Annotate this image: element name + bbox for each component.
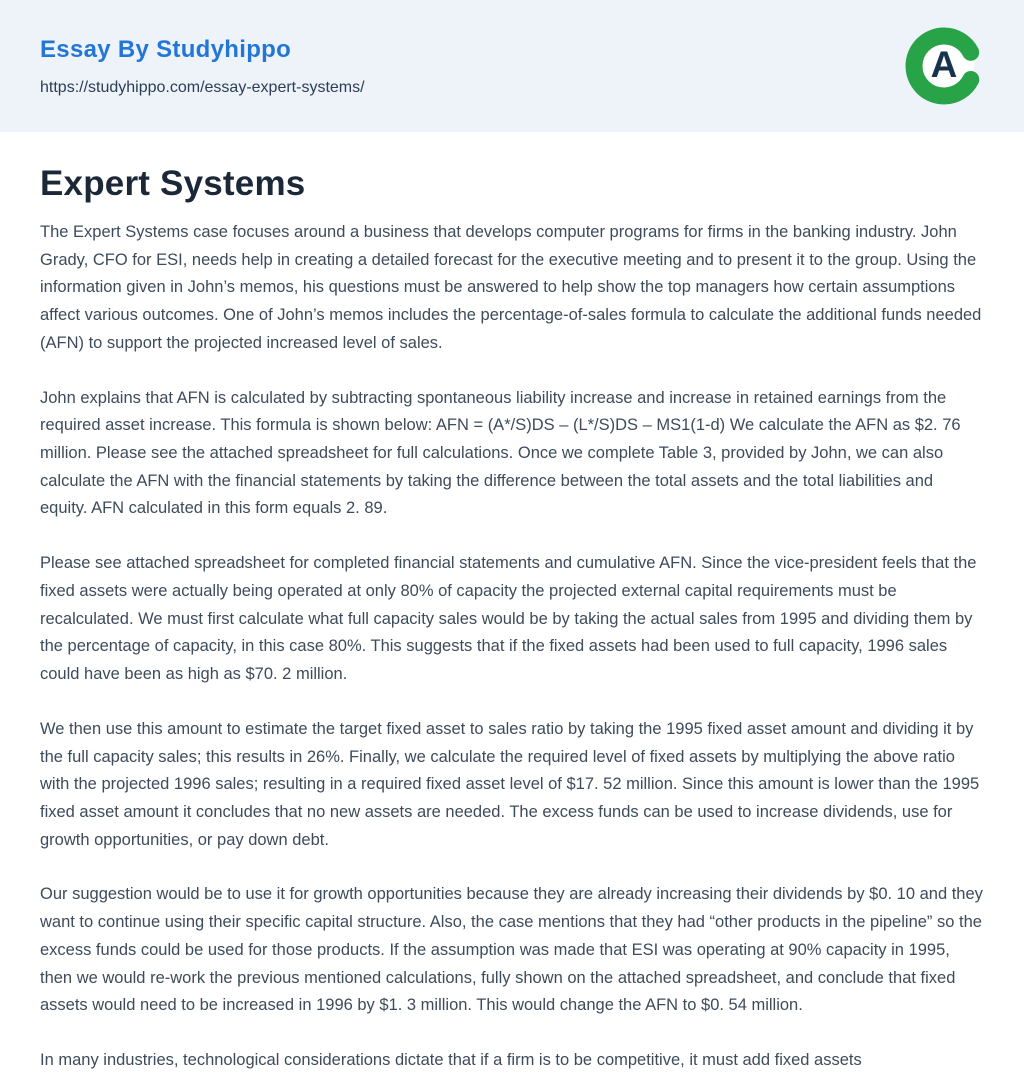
essay-content <box>0 132 1024 1075</box>
studyhippo-logo-icon[interactable] <box>904 26 984 106</box>
essay-title: Expert Systems <box>40 164 306 203</box>
header-text-block <box>40 36 365 97</box>
logo-letter: A <box>930 43 958 85</box>
essay-paragraph: Our suggestion would be to use it for growth opportunities because they are already increasing their dividends by $0. 10 and they want to continue using their specific capital structure. Also, the case mentions that they had “other products in the pipeline” so the excess funds could be used for those products. If the assumption was made that ESI was operating at 90% capacity in 1995, then we would re-work the previous mentioned calculations, fully shown on the attached spreadsheet, and conclude that fixed assets would need to be increased in 1996 by $1. 3 million. This would change the AFN to $0. 54 million. <box>40 885 983 1015</box>
site-title-link[interactable]: Essay By Studyhippo <box>40 35 292 63</box>
page-header <box>0 0 1024 132</box>
essay-paragraph: Please see attached spreadsheet for completed financial statements and cumulative AFN. Since the vice-president feels that the fixed assets were actually being operated at only 80% of capacity the projected external capital requirements must be recalculated. We must first calculate what full capacity sales would be by taking the actual sales from 1995 and dividing them by the percentage of capacity, in this case 80%. This suggests that if the fixed assets had been used to full capacity, 1996 sales could have been as high as $70. 2 million. <box>40 554 977 684</box>
page-url-link[interactable]: https://studyhippo.com/essay-expert-systems/ <box>40 78 365 96</box>
essay-paragraph: The Expert Systems case focuses around a business that develops computer programs for firms in the banking industry. John Grady, CFO for ESI, needs help in creating a detailed forecast for the executive meeting and to present it to the group. Using the information given in John’s memos, his questions must be answered to help show the top managers how certain assumptions affect various outcomes. One of John’s memos includes the percentage-of-sales formula to calculate the additional funds needed (AFN) to support the projected increased level of sales. <box>40 223 982 352</box>
essay-paragraph: John explains that AFN is calculated by subtracting spontaneous liability increase and increase in retained earnings from the required asset increase. This formula is shown below: AFN = (A*/S)DS – (L*/S)DS – MS1(1-d) We calculate the AFN as $2. 76 million. Please see the attached spreadsheet for full calculations. Once we complete Table 3, provided by John, we can also calculate the AFN with the financial statements by taking the difference between the total assets and the total liabilities and equity. AFN calculated in this form equals 2. 89. <box>40 388 961 518</box>
essay-paragraph: In many industries, technological considerations dictate that if a firm is to be competitive, it must add fixed assets <box>40 1050 862 1069</box>
essay-paragraph: We then use this amount to estimate the target fixed asset to sales ratio by taking the 1995 fixed asset amount and dividing it by the full capacity sales; this results in 26%. Finally, we calculate the required level of fixed assets by multiplying the above ratio with the projected 1996 sales; resulting in a required fixed asset level of $17. 52 million. Since this amount is lower than the 1995 fixed asset amount it concludes that no new assets are needed. The excess funds can be used to increase dividends, use for growth opportunities, or pay down debt. <box>40 719 980 849</box>
